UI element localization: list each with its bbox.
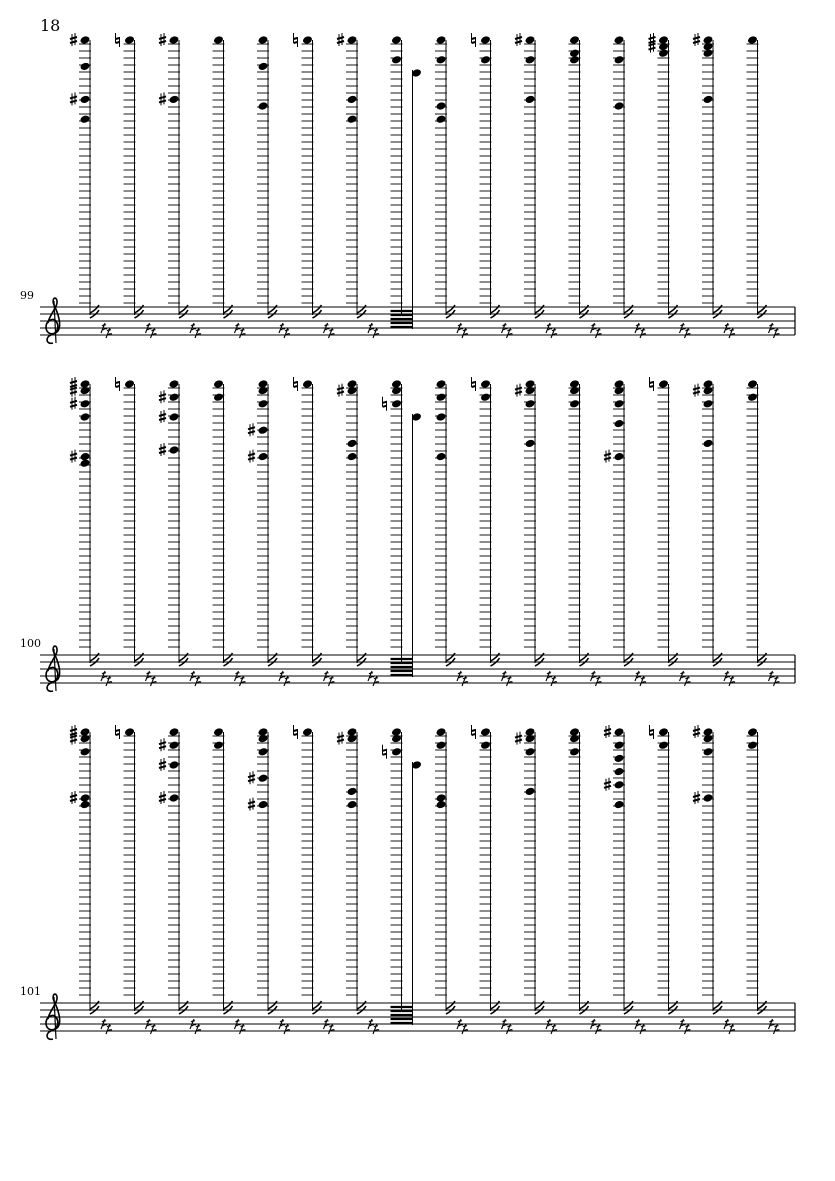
notehead [747,35,758,45]
sharp-icon [604,725,611,738]
notehead [480,35,491,45]
notehead [258,386,269,396]
rest-icon [373,1024,379,1034]
rest-icon [685,328,691,338]
notehead [169,727,180,737]
notehead [213,727,224,737]
measure-number: 101 [20,985,41,998]
chord [116,377,157,686]
sharp-icon [693,384,700,397]
notehead [391,386,402,396]
rest-icon [240,1024,246,1034]
sharp-icon [693,33,700,46]
chord [337,727,379,1034]
notehead [391,55,402,65]
rest-icon [462,1024,468,1034]
notehead [614,740,625,750]
notehead [658,740,669,750]
chord [649,33,691,338]
sharp-icon [515,33,522,46]
chord [569,35,602,338]
chord [650,725,691,1034]
chord [604,379,646,686]
rest-icon [729,328,735,338]
natural-icon [472,33,476,47]
chord [70,725,112,1034]
chord [213,727,246,1034]
system [20,377,795,691]
chord [391,35,422,329]
notehead [569,35,580,45]
notehead [703,48,714,58]
natural-icon [472,725,476,739]
chord [294,377,335,686]
notehead [614,35,625,45]
sharp-icon [693,791,700,804]
chord [337,379,379,686]
notehead [213,392,224,402]
notehead [436,35,447,45]
sharp-icon [159,738,166,751]
notehead [614,101,625,111]
rest-icon [685,676,691,686]
sharp-icon [159,92,166,105]
notehead [213,35,224,45]
rest-icon [640,676,646,686]
measure-number: 99 [20,289,34,302]
notehead [525,787,536,797]
chord [294,33,335,338]
rest-icon [507,676,513,686]
notehead [614,419,625,429]
notehead [436,55,447,65]
notehead [747,392,758,402]
notehead [436,412,447,422]
notehead [213,740,224,750]
notehead [302,727,313,737]
notehead [569,734,580,744]
natural-icon [650,377,654,391]
sharp-icon [70,33,77,46]
notehead [258,62,269,72]
notehead [347,439,358,449]
chord [569,379,602,686]
chord [435,379,468,686]
sharp-icon [70,92,77,105]
chord [337,33,379,338]
natural-icon [383,397,387,411]
notehead [569,386,580,396]
chord [747,35,780,338]
notehead [258,800,269,810]
notehead [347,95,358,105]
rest-icon [729,676,735,686]
notehead [703,793,714,803]
natural-icon [116,377,120,391]
notehead [258,734,269,744]
sharp-icon [159,758,166,771]
natural-icon [383,745,387,759]
rest-icon [106,1024,112,1034]
notehead [614,452,625,462]
notehead [347,800,358,810]
chord [613,35,646,338]
notehead [80,747,91,757]
notehead [169,412,180,422]
notehead [391,35,402,45]
rest-icon [284,676,290,686]
notehead [169,35,180,45]
notehead [525,95,536,105]
notehead [436,727,447,737]
sharp-icon [248,771,255,784]
chord [213,35,246,338]
rest-icon [596,1024,602,1034]
chord [604,725,646,1034]
notehead [703,734,714,744]
notehead [614,800,625,810]
chord [472,725,513,1034]
notehead [703,386,714,396]
chord [515,33,557,338]
rest-icon [106,328,112,338]
chord [693,379,735,686]
natural-icon [116,725,120,739]
notehead [347,35,358,45]
rest-icon [640,1024,646,1034]
chord [116,33,157,338]
notehead [747,740,758,750]
sharp-icon [515,732,522,745]
notehead [436,452,447,462]
rest-icon [329,328,335,338]
notehead [391,399,402,409]
notehead [169,392,180,402]
notehead [436,114,447,124]
system [20,725,795,1039]
natural-icon [472,377,476,391]
notehead [747,727,758,737]
notehead [747,379,758,389]
sharp-icon [70,397,77,410]
notehead [258,773,269,783]
notehead [347,787,358,797]
rest-icon [462,328,468,338]
notehead [480,727,491,737]
chord [747,379,780,686]
chord [248,379,290,686]
chord [257,35,290,338]
rest-icon [596,676,602,686]
notehead [347,114,358,124]
notehead [614,399,625,409]
notehead [80,95,91,105]
notehead [569,55,580,65]
chord [693,33,735,338]
notehead [703,747,714,757]
notehead [480,55,491,65]
notehead [258,35,269,45]
rest-icon [240,676,246,686]
notehead [258,452,269,462]
notehead [347,452,358,462]
rest-icon [774,1024,780,1034]
notehead [614,727,625,737]
chord [472,33,513,338]
notehead [436,740,447,750]
notehead [80,386,91,396]
sharp-icon [337,384,344,397]
rest-icon [373,328,379,338]
natural-icon [294,377,298,391]
notehead [658,727,669,737]
notehead [525,747,536,757]
notehead [525,399,536,409]
rest-icon [729,1024,735,1034]
chord [383,379,422,677]
notehead [703,439,714,449]
chord [383,727,422,1025]
notehead [480,379,491,389]
rest-icon [551,1024,557,1034]
notehead [614,55,625,65]
sharp-icon [248,450,255,463]
notehead [525,386,536,396]
sharp-icon [248,423,255,436]
sharp-icon [693,725,700,738]
chord [569,727,602,1034]
notehead [213,379,224,389]
chord [693,725,735,1034]
sharp-icon [604,778,611,791]
notehead [258,101,269,111]
rest-icon [774,676,780,686]
rest-icon [195,676,201,686]
notehead [614,780,625,790]
rest-icon [151,1024,157,1034]
rest-icon [284,1024,290,1034]
rest-icon [284,328,290,338]
chord [435,727,468,1034]
notehead [569,399,580,409]
notehead [347,734,358,744]
chord [294,725,335,1034]
chord [747,727,780,1034]
system [20,33,795,343]
chord [213,379,246,686]
notehead [480,740,491,750]
notehead [525,734,536,744]
rest-icon [640,328,646,338]
notehead [302,35,313,45]
chord [159,727,201,1034]
rest-icon [507,328,513,338]
sharp-icon [248,798,255,811]
notehead [703,399,714,409]
sharp-icon [159,791,166,804]
notehead [391,734,402,744]
notehead [169,445,180,455]
rest-icon [329,676,335,686]
sharp-icon [159,410,166,423]
notehead [614,754,625,764]
notehead [80,800,91,810]
notehead [169,95,180,105]
rest-icon [551,676,557,686]
notehead [124,35,135,45]
rest-icon [685,1024,691,1034]
rest-icon [507,1024,513,1034]
chord [159,379,201,686]
sharp-icon [70,791,77,804]
natural-icon [294,725,298,739]
notehead [525,439,536,449]
notehead [124,727,135,737]
notehead [436,392,447,402]
notehead [436,379,447,389]
notehead [480,392,491,402]
chord [472,377,513,686]
notehead [614,386,625,396]
chord [248,727,290,1034]
sharp-icon [337,33,344,46]
chord [70,33,112,338]
rest-icon [596,328,602,338]
sharp-icon [515,384,522,397]
notehead [80,412,91,422]
measure-number: 100 [20,637,41,650]
sharp-icon [159,443,166,456]
chord [435,35,468,338]
chord [159,33,201,338]
natural-icon [650,725,654,739]
notehead [569,747,580,757]
notehead [436,101,447,111]
notehead [169,760,180,770]
notehead [80,734,91,744]
notehead [525,35,536,45]
rest-icon [151,328,157,338]
sharp-icon [159,390,166,403]
rest-icon [240,328,246,338]
page-number: 18 [40,16,61,35]
rest-icon [195,328,201,338]
rest-icon [106,676,112,686]
notehead [80,62,91,72]
rest-icon [151,676,157,686]
rest-icon [329,1024,335,1034]
sharp-icon [337,732,344,745]
notehead [658,48,669,58]
notehead [258,399,269,409]
notehead [169,379,180,389]
notehead [169,740,180,750]
chord [116,725,157,1034]
notehead [169,793,180,803]
natural-icon [294,33,298,47]
notehead [80,458,91,468]
systems-layer [20,33,795,1039]
sharp-icon [159,33,166,46]
chord [515,727,557,1034]
sharp-icon [70,450,77,463]
chord [650,377,691,686]
rest-icon [195,1024,201,1034]
notehead [258,425,269,435]
notehead [80,114,91,124]
notehead [525,55,536,65]
notehead [658,379,669,389]
notehead [391,747,402,757]
chord [515,379,557,686]
rest-icon [462,676,468,686]
rest-icon [373,676,379,686]
notehead [80,35,91,45]
sharp-icon [604,450,611,463]
notehead [703,95,714,105]
notehead [80,399,91,409]
notehead [302,379,313,389]
notehead [614,767,625,777]
notehead [124,379,135,389]
notehead [258,747,269,757]
rest-icon [774,328,780,338]
chord [70,377,112,686]
rest-icon [551,328,557,338]
notehead [347,386,358,396]
notehead [436,800,447,810]
natural-icon [116,33,120,47]
